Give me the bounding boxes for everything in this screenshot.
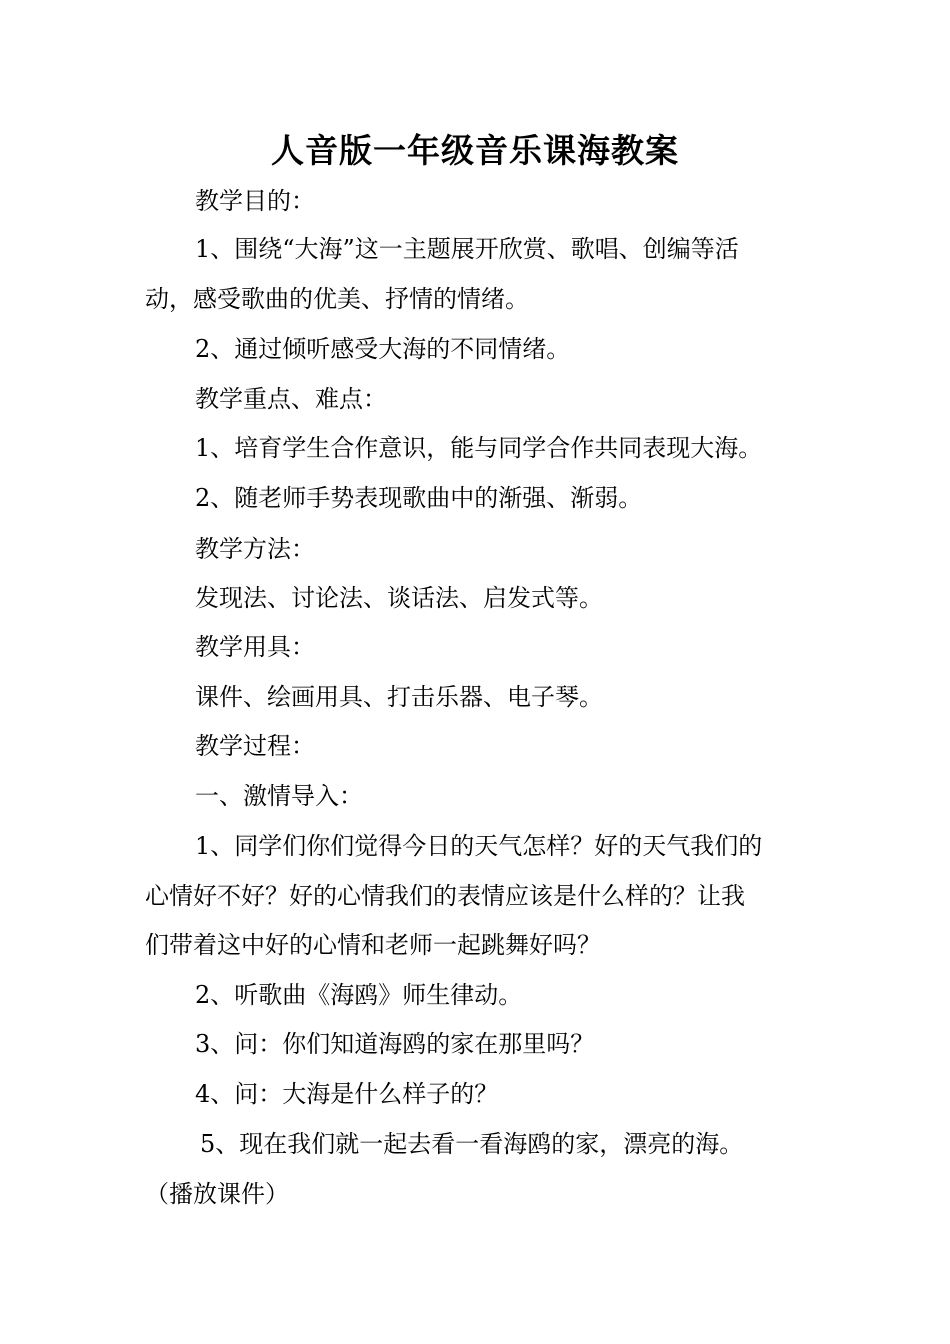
heading-teaching-tools: 教学用具： [195, 633, 315, 661]
paragraph-line: 1、同学们你们觉得今日的天气怎样？好的天气我们的 [195, 832, 763, 860]
paragraph-line: 发现法、讨论法、谈话法、启发式等。 [195, 584, 603, 612]
paragraph-line: 动，感受歌曲的优美、抒情的情绪。 [145, 285, 529, 313]
heading-teaching-process: 教学过程： [195, 732, 315, 760]
heading-teaching-methods: 教学方法： [195, 535, 315, 563]
paragraph-line: 4、问：大海是什么样子的？ [195, 1080, 499, 1108]
document-title: 人音版一年级音乐课海教案 [271, 131, 679, 170]
paragraph-line: 1、培育学生合作意识，能与同学合作共同表现大海。 [195, 434, 763, 462]
paragraph-line: 3、问：你们知道海鸥的家在那里吗？ [195, 1030, 595, 1058]
paragraph-line: 2、通过倾听感受大海的不同情绪。 [195, 335, 571, 363]
heading-teaching-goals: 教学目的： [195, 187, 315, 215]
paragraph-line: 1、围绕“大海”这一主题展开欣赏、歌唱、创编等活 [195, 235, 739, 263]
heading-key-points: 教学重点、难点： [195, 385, 387, 413]
paragraph-line: 5、现在我们就一起去看一看海鸥的家，漂亮的海。 [200, 1130, 744, 1158]
paragraph-line: 2、随老师手势表现歌曲中的渐强、渐弱。 [195, 484, 643, 512]
paragraph-line: 们带着这中好的心情和老师一起跳舞好吗？ [145, 931, 601, 959]
paragraph-line: 课件、绘画用具、打击乐器、电子琴。 [195, 683, 603, 711]
paragraph-line: 心情好不好？好的心情我们的表情应该是什么样的？让我 [145, 882, 745, 910]
paragraph-line: （播放课件） [145, 1180, 289, 1208]
paragraph-line: 2、听歌曲《海鸥》师生律动。 [195, 981, 523, 1009]
section-heading: 一、激情导入： [195, 782, 363, 810]
